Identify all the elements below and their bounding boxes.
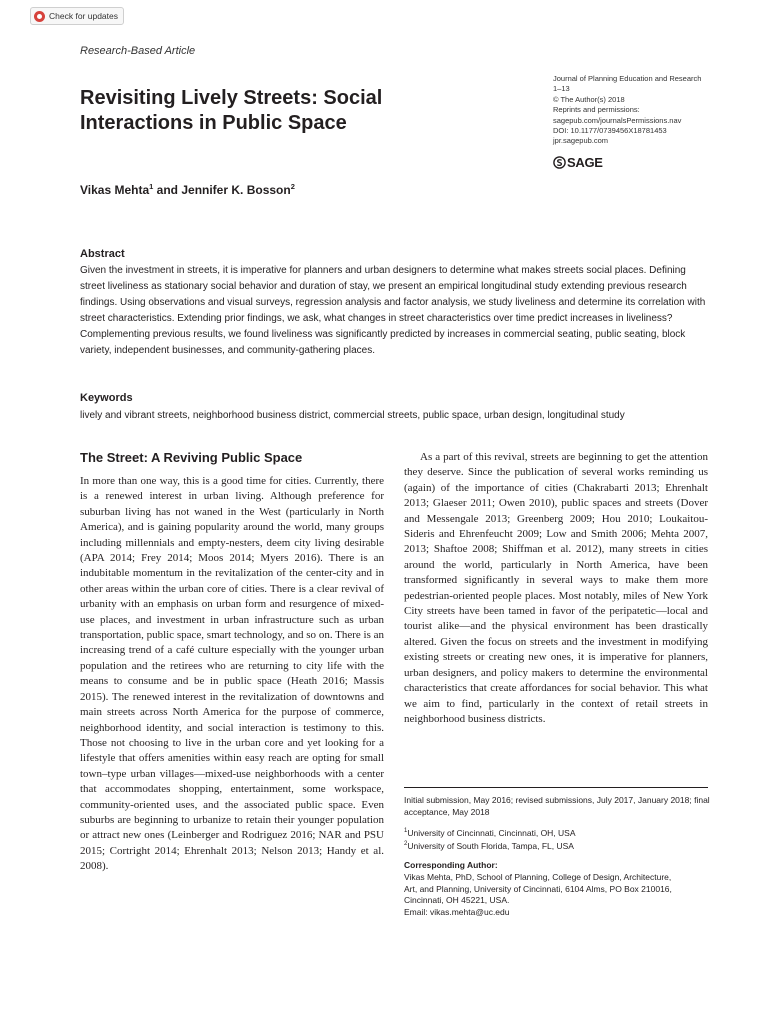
affiliation-marker: 2: [290, 182, 295, 191]
journal-reprints: Reprints and permissions:: [553, 105, 640, 115]
affiliation-marker: 1: [404, 828, 408, 834]
body-column-left: In more than one way, this is a good time for cities. Currently, there is a renewed interest in urban living. Although preference for suburban living has not waned in the West (particularly in North America), and is gaining popularity around the world, many groups including millennials and empty-nesters, deem city living desirable (APA 2014; Frey 2014; Moos 2014; Myers 2016). There is an indubitable momentum in the revitalization of the center-city and in other areas within the urban core of cities. There is a clear revival of urbanity with an emphasis on urban form and resurgence of mixed-use places, and investment in urban infrastructure such as urban transportation, public space, smart technology, and so on. There is an increasing trend of a café culture especially with the younger urban population and the retirees who are returning to city life with the means to consume and be in public space (Heath 2016; Massis 2015). The renewed interest in the revitalization of downtowns and main streets across North America for the purpose of commerce, neighborhood identity, and social interaction is testimony to this. Those not choosing to live in the urban core and yet looking for a lifestyle that offers amenities within easy reach are opting for small town–type urban villages—mixed-use neighborhoods with a center that accommodates shopping, entertainment, some workspace, community-oriented uses, and the associated public space. Even suburbs are beginning to urbanize to retain their younger population or attract new ones (Leinberger and Rodriguez 2016; NAR and PSU 2015; Cortright 2014; Ehrenhalt 2013; Nelson 2013; Handy et al. 2008).: [80, 475, 384, 873]
sage-logo: [553, 155, 603, 170]
permissions-link[interactable]: sagepub.com/journalsPermissions.nav: [553, 115, 682, 125]
keywords-text: lively and vibrant streets, neighborhood business district, commercial streets, public space, urban design, longitudinal study: [80, 410, 625, 421]
journal-doi: DOI: 10.1177/0739456X18781453: [553, 126, 667, 136]
corresponding-address-line: Vikas Mehta, PhD, School of Planning, College of Design, Architecture,: [404, 872, 672, 882]
affiliation-text: University of South Florida, Tampa, FL, USA: [407, 841, 574, 852]
crossmark-icon: [34, 11, 45, 22]
email-link[interactable]: vikas.mehta@uc.edu: [429, 906, 510, 917]
journal-name: Journal of Planning Education and Research: [553, 74, 702, 83]
article-title: Revisiting Lively Streets: Social Interactions in Public Space: [80, 87, 383, 134]
keywords-heading: Keywords: [80, 392, 133, 404]
abstract-heading: Abstract: [80, 248, 125, 260]
affiliation: [404, 826, 714, 839]
abstract-text: Given the investment in streets, it is imperative for planners and urban designers to determine what makes streets social places. Defining street liveliness as stationary social behavior and duration of stay, we present an empirical longitudinal study extending previous research findings. Using observations and visual surveys, regression analysis and factor analysis, we study liveliness and determine its correlation with street characteristics. Extending prior findings, we ask, what changes in street characteristics over time predict increases in liveliness? Complementing previous results, we found liveliness was significantly predicted by increases in commercial seating, public seating, block variety, independent businesses, and community-gathering places.: [80, 265, 706, 356]
journal-url-link[interactable]: jpr.sagepub.com: [553, 136, 609, 146]
corresponding-address-line: Cincinnati, OH 45221, USA.: [404, 895, 510, 906]
section-heading: The Street: A Reviving Public Space: [80, 450, 303, 465]
check-for-updates-button[interactable]: [30, 7, 124, 25]
sage-logo-icon: [553, 156, 566, 169]
affiliation-text: University of Cincinnati, Cincinnati, OH, USA: [407, 827, 576, 838]
corresponding-address-line: Art, and Planning, University of Cincinnati, 6104 Alms, PO Box 210016,: [404, 883, 672, 894]
submission-dates: Initial submission, May 2016; revised submissions, July 2017, January 2018; final acceptance, May 2018: [404, 795, 710, 817]
affiliations: [404, 826, 714, 853]
corresponding-email-line: [404, 907, 704, 919]
author-line: [80, 182, 295, 197]
journal-copyright: © The Author(s) 2018: [553, 94, 625, 104]
sage-logo-text: SAGE: [567, 155, 603, 170]
affiliation-marker: 2: [404, 841, 408, 848]
author-connector: and: [153, 183, 182, 197]
journal-pages: 1–13: [553, 84, 570, 94]
affiliation-marker: 1: [149, 182, 154, 191]
corresponding-author: [404, 872, 704, 918]
email-label: Email:: [404, 906, 430, 917]
corresponding-author-heading: Corresponding Author:: [404, 860, 498, 870]
author-name: Jennifer K. Bosson: [181, 183, 291, 197]
footnote-divider: [404, 787, 708, 788]
body-column-right: As a part of this revival, streets are beginning to get the attention they deserve. Since the publication of several works reminding us (again) of the importance of cities (Chakrabarti 2013; Ehrenhalt 2013; Glaeser 2011; Owen 2010), public spaces and streets (Dover and Messengale 2013; Greenberg 2009; Hou 2010; Loukaitou-Sideris and Ehrenfeucht 2009; Low and Smith 2006; Mehta 2007, 2013; Shaftoe 2008; Shiffman et al. 2012), many streets in cities around the world, particularly in North America, have been transformed significantly in several ways to make them more pedestrian-oriented people places. Most notably, miles of New York City streets have been tamed in favor of the peripatetic—local and tourist alike—and the physical environment has been drastically altered. Given the focus on streets and the investment in modifying existing streets or creating new ones, it is imperative for planners, urban designers, and policy makers to determine the environmental characteristics that create affordances for social behavior. This what we aim to find, particularly in the context of retail streets in neighborhood business districts.: [404, 451, 708, 725]
journal-meta: [553, 74, 701, 147]
affiliation: [404, 839, 714, 852]
check-for-updates-label: Check for updates: [49, 11, 118, 21]
article-type: Research-Based Article: [80, 45, 196, 57]
author-name: Vikas Mehta: [80, 183, 150, 197]
